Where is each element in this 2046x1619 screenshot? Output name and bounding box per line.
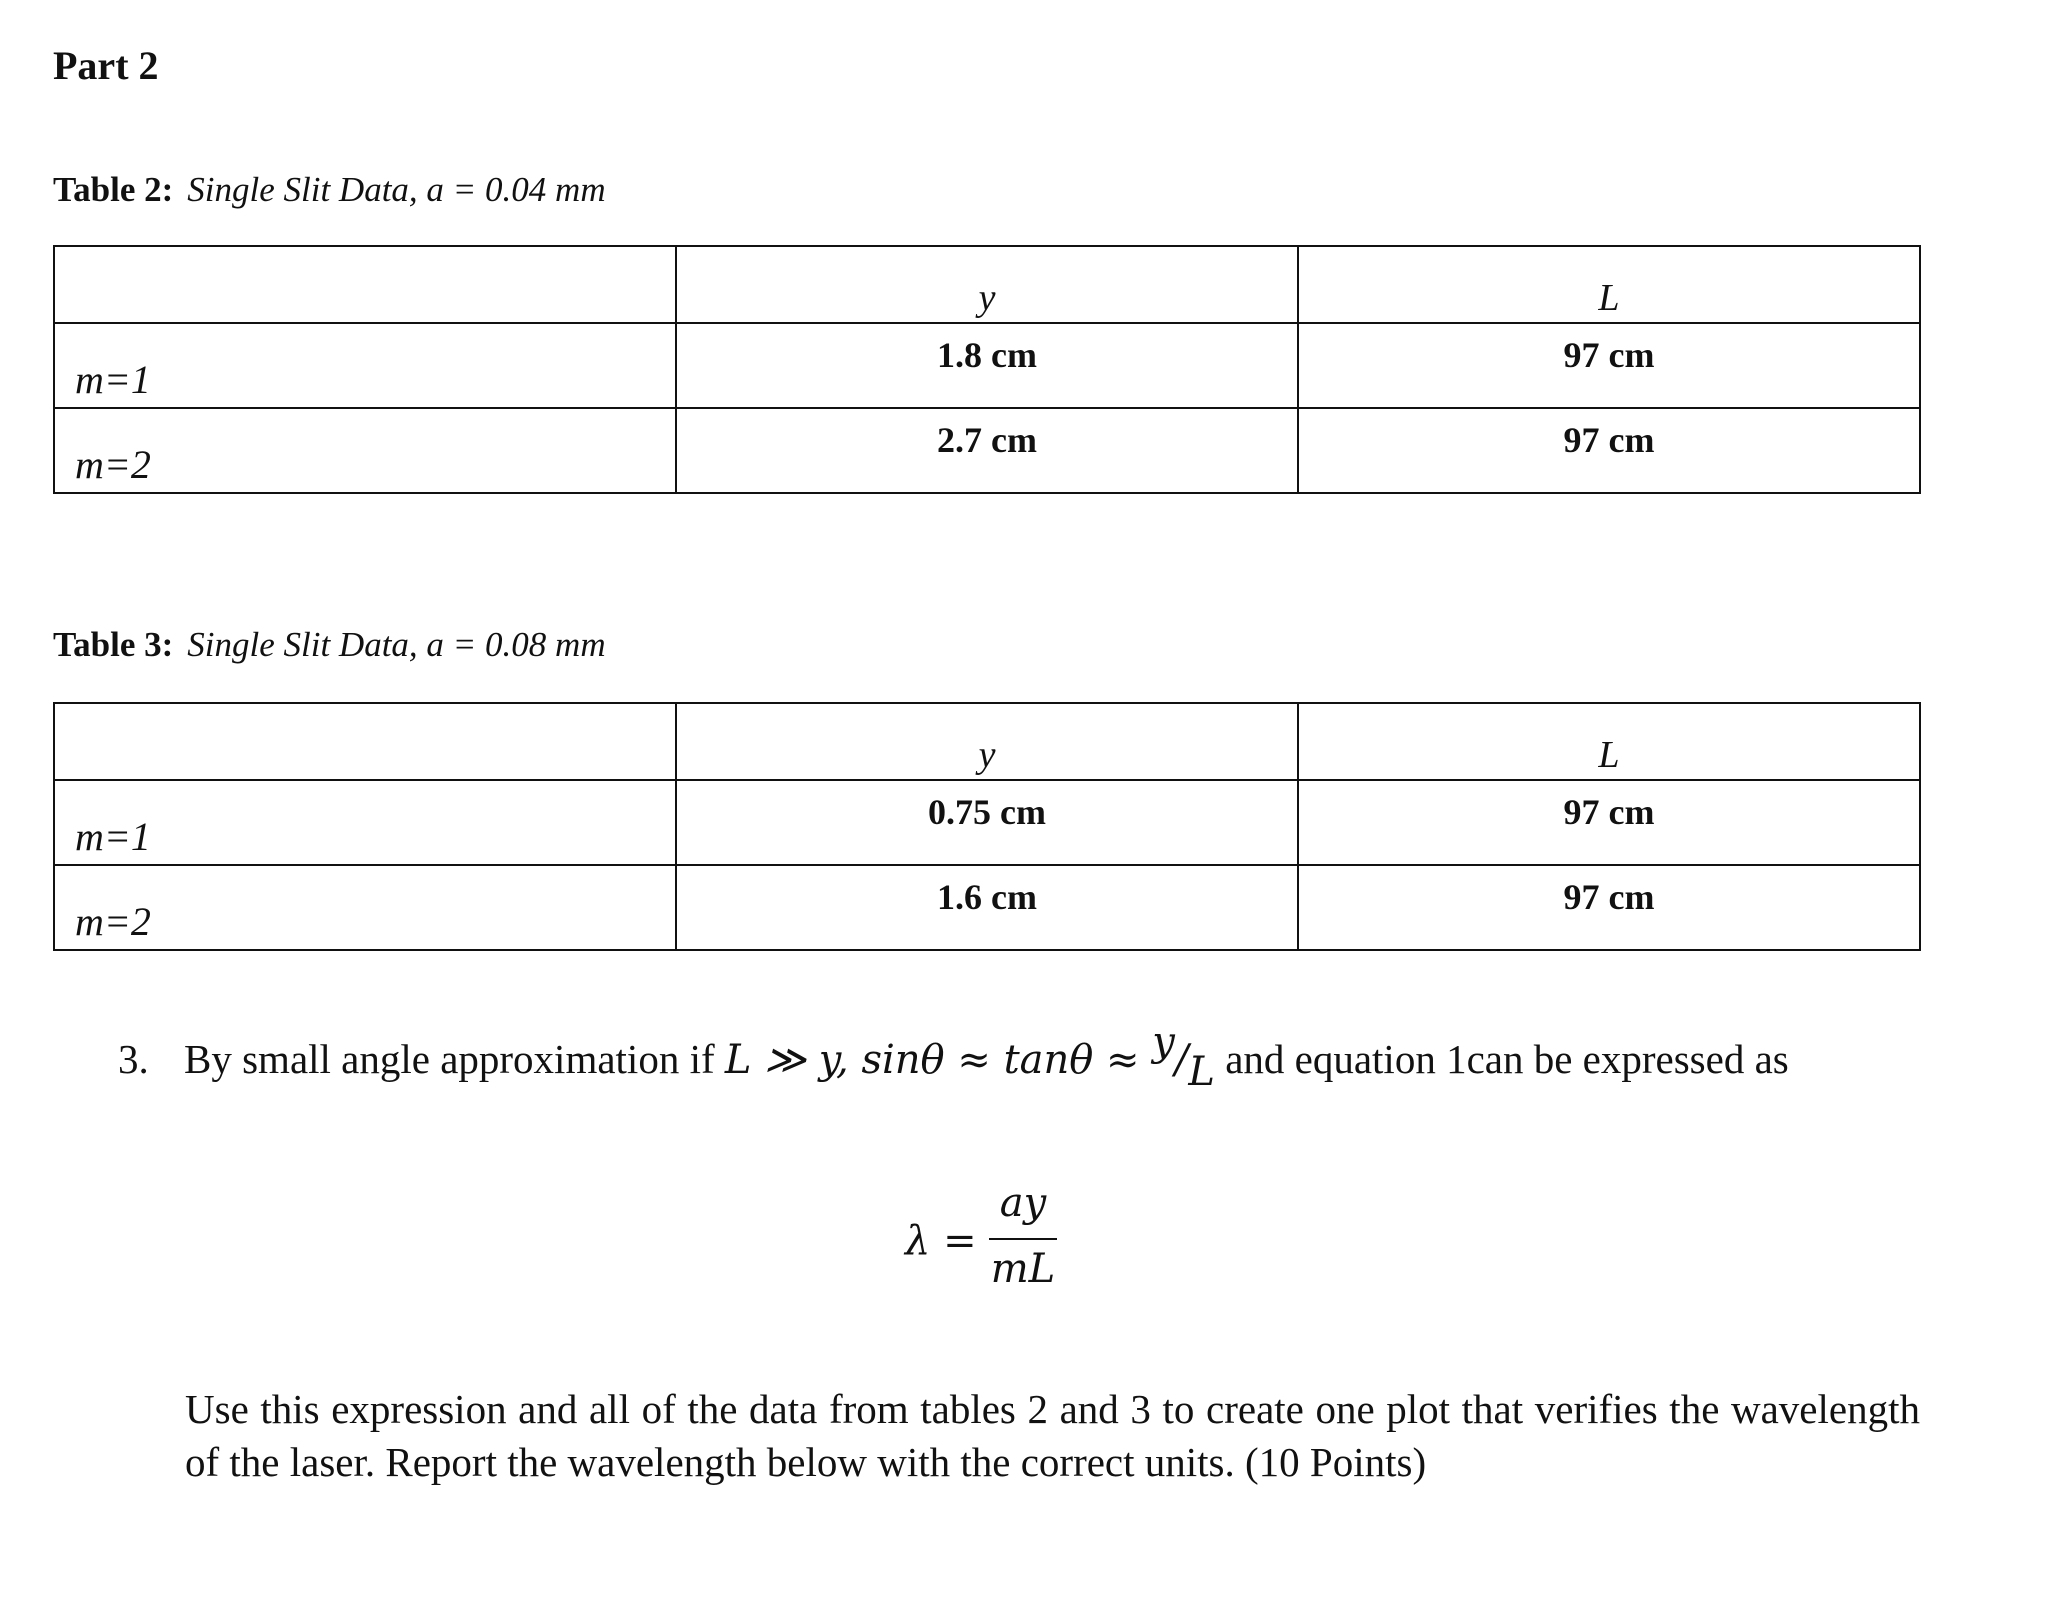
instructions-paragraph: Use this expression and all of the data from tables 2 and 3 to create one plot that verifies the wavelength of the laser. Report the wavelength below with the correct units. (10 Points) — [185, 1386, 1920, 1485]
table3-header-cell — [54, 703, 676, 780]
L-value: 97 cm — [1298, 408, 1920, 493]
fraction-denominator: L — [1188, 1049, 1215, 1095]
formula-numerator: ay — [999, 1180, 1047, 1226]
table3 — [53, 702, 1921, 951]
question-text-before: By small angle approximation if — [184, 1036, 725, 1082]
table2 — [53, 245, 1921, 494]
row-label: m=1 — [54, 780, 676, 865]
table3-header-y: y — [676, 703, 1298, 780]
question-math: L ≫ y, sinθ ≈ tanθ ≈ — [724, 1037, 1153, 1083]
question-number: 3. — [118, 1036, 149, 1082]
fraction-slash: / — [1174, 1037, 1189, 1083]
y-value: 1.6 cm — [676, 865, 1298, 950]
fraction-numerator: y — [1152, 1019, 1175, 1065]
table2-header-y: y — [676, 246, 1298, 323]
formula-fraction — [989, 1180, 1057, 1292]
y-over-L-fraction — [1152, 1019, 1215, 1095]
fraction-bar — [989, 1238, 1057, 1240]
L-value: 97 cm — [1298, 323, 1920, 408]
y-value: 1.8 cm — [676, 323, 1298, 408]
part-title: Part 2 — [53, 43, 159, 88]
row-label: m=2 — [54, 408, 676, 493]
table2-label: Table 2: — [53, 170, 174, 209]
table3-description: Single Slit Data, a = 0.08 mm — [187, 625, 606, 664]
table-row — [54, 865, 1920, 950]
table2-description: Single Slit Data, a = 0.04 mm — [187, 170, 606, 209]
table2-header-cell — [54, 246, 676, 323]
table3-caption — [53, 625, 606, 665]
table2-header-L: L — [1298, 246, 1920, 323]
table-row — [54, 408, 1920, 493]
table-row — [54, 780, 1920, 865]
y-value: 0.75 cm — [676, 780, 1298, 865]
L-value: 97 cm — [1298, 865, 1920, 950]
formula-denominator: mL — [990, 1246, 1056, 1292]
table2-caption — [53, 170, 606, 210]
question-text-after: and equation 1can be expressed as — [1214, 1036, 1789, 1082]
L-value: 97 cm — [1298, 780, 1920, 865]
question-3 — [118, 1019, 1789, 1095]
table3-header-L: L — [1298, 703, 1920, 780]
table3-label: Table 3: — [53, 625, 174, 664]
row-label: m=1 — [54, 323, 676, 408]
table3-header-row — [54, 703, 1920, 780]
table2-header-row — [54, 246, 1920, 323]
y-value: 2.7 cm — [676, 408, 1298, 493]
formula-lhs: λ = — [905, 1218, 977, 1264]
row-label: m=2 — [54, 865, 676, 950]
table-row — [54, 323, 1920, 408]
